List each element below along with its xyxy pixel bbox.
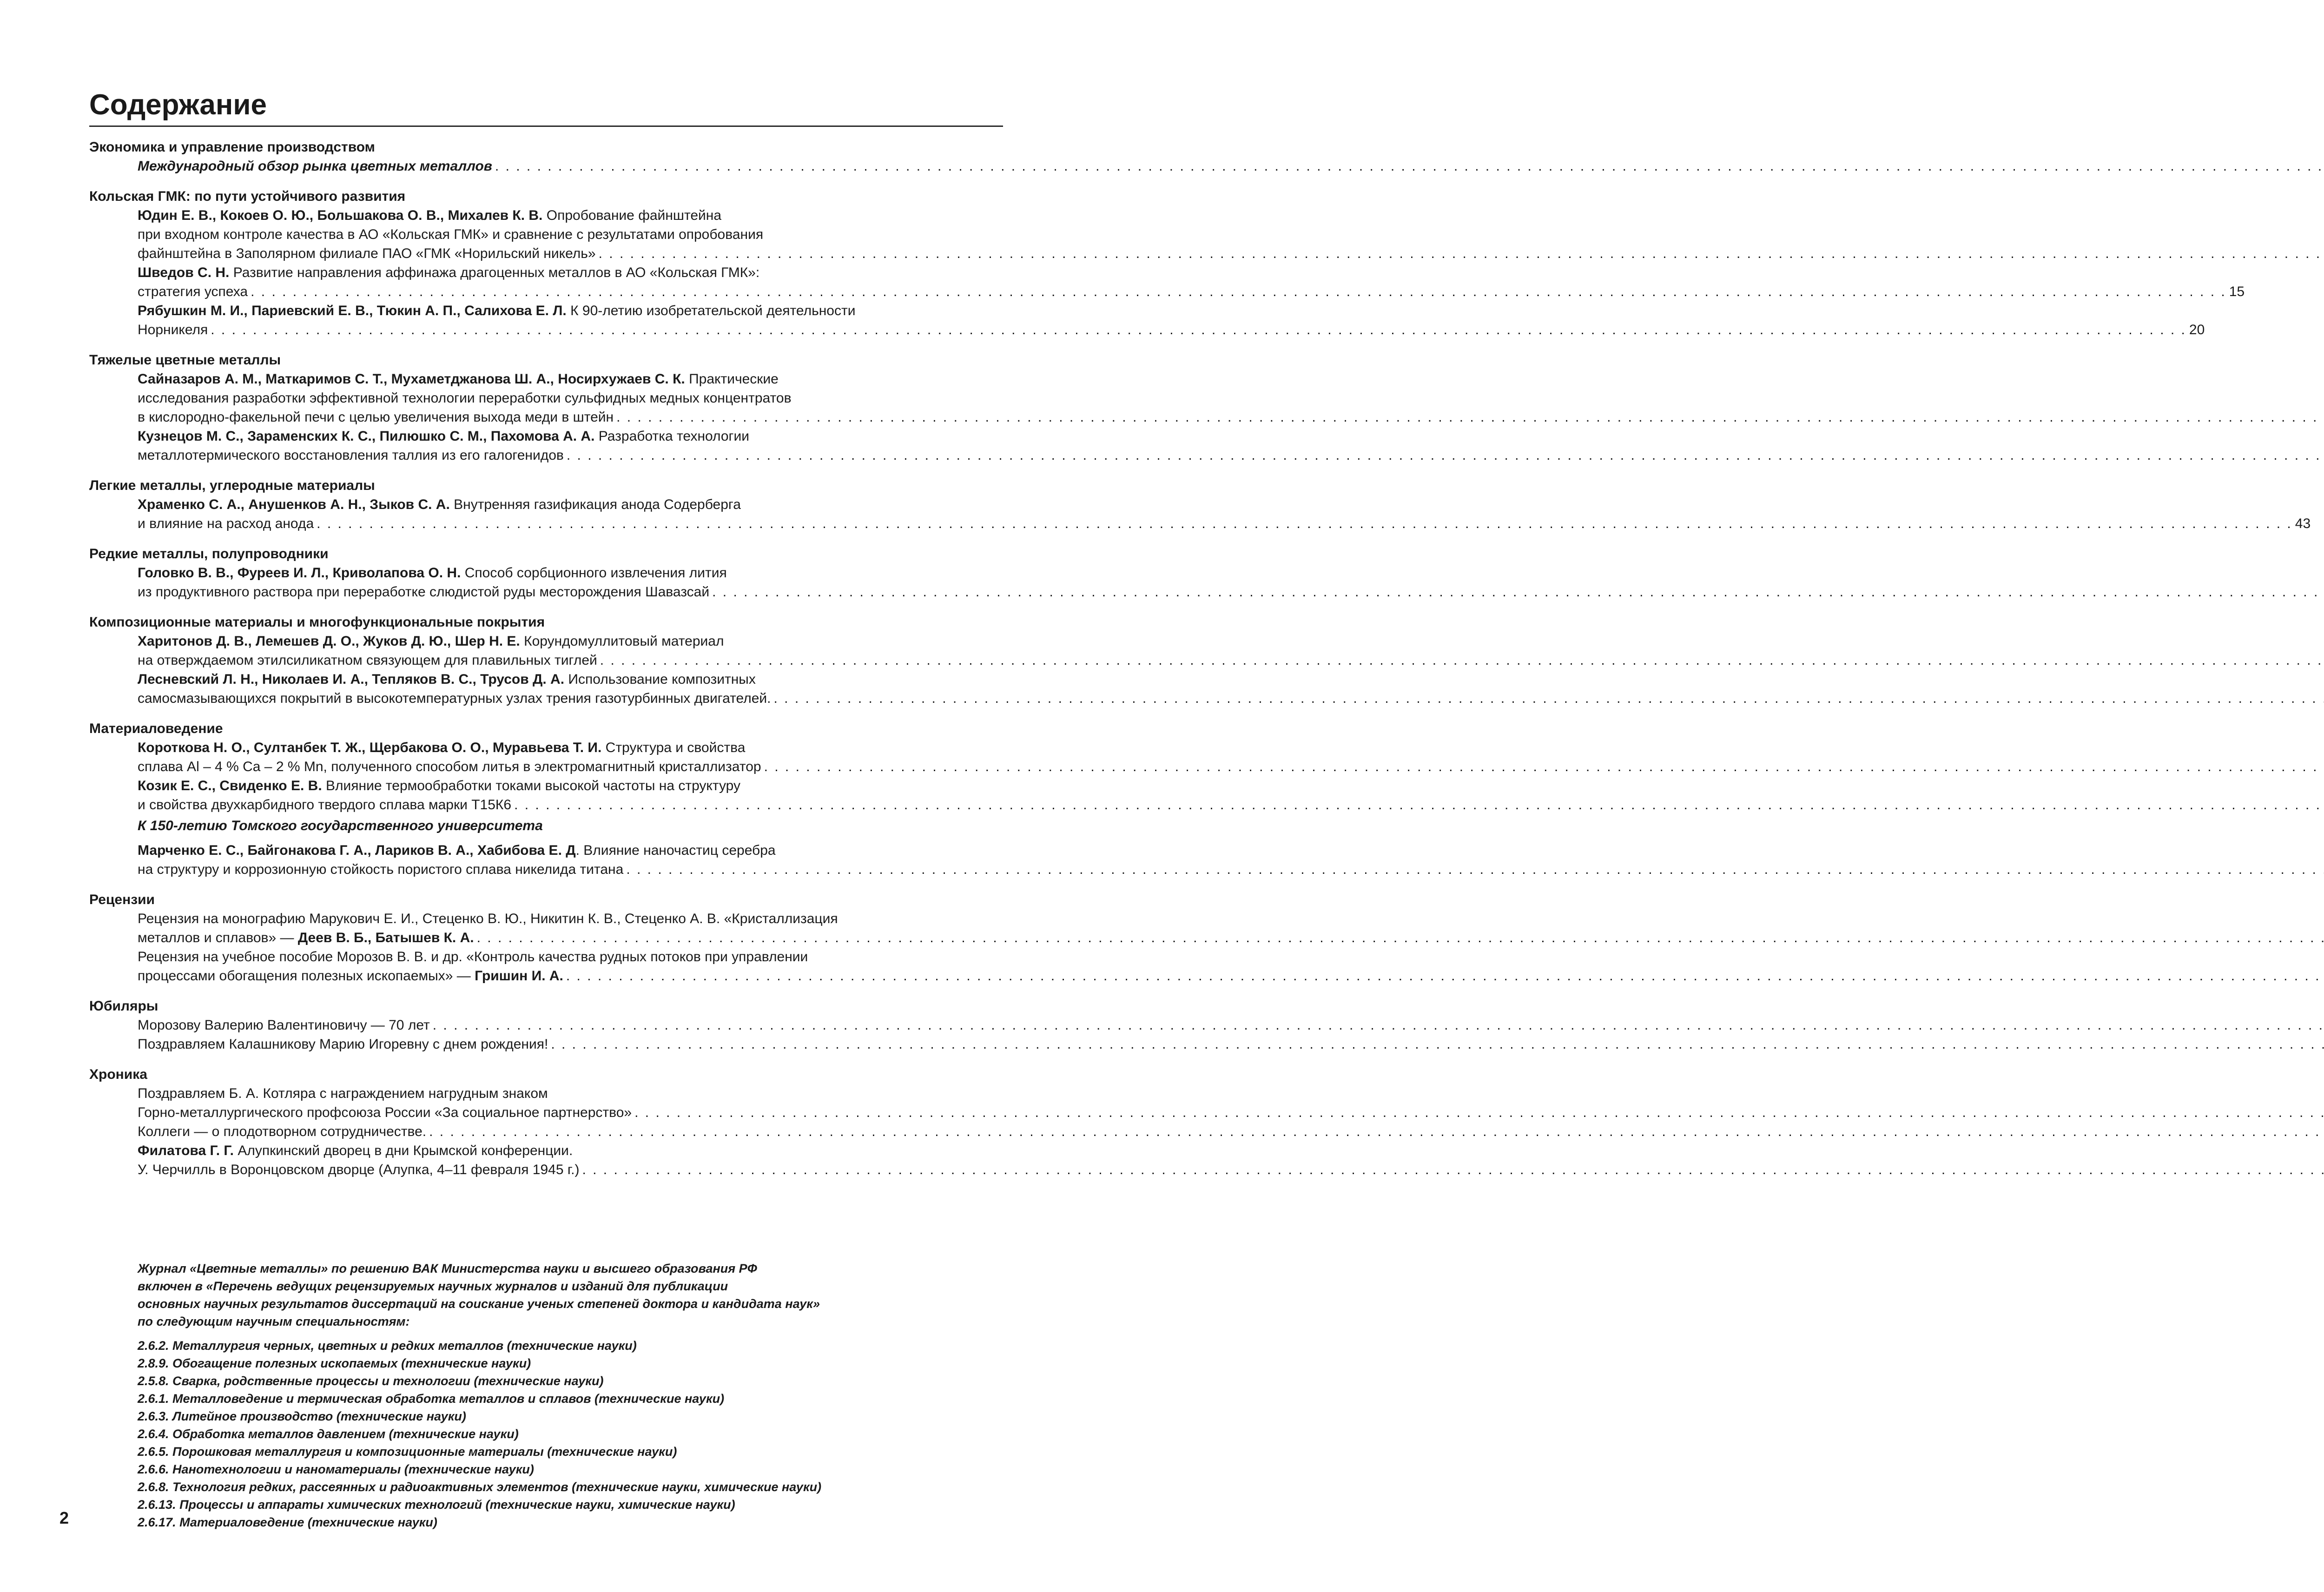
entry-last-text: [138, 860, 623, 879]
vak-specialty: 2.6.3. Литейное производство (технические науки): [138, 1409, 466, 1423]
dot-leader: [712, 582, 2324, 601]
dot-leader: [495, 157, 2324, 176]
vak-intro-line: основных научных результатов диссертаций на соискание ученых степеней доктора и кандидата наук»: [138, 1297, 820, 1311]
entry-page-number: 20: [2189, 322, 2205, 337]
toc-section: [89, 997, 985, 1054]
section-title: Материаловедение: [89, 721, 223, 736]
entry-authors: Храменко С. А., Анушенков А. Н., Зыков С. А.: [138, 497, 450, 512]
toc-entry: [138, 947, 985, 985]
entry-text: и влияние на расход анода: [138, 516, 314, 531]
vak-intro: [138, 1260, 974, 1330]
entry-text-italic: Международный обзор рынка цветных металлов: [138, 159, 492, 174]
entry-text-line: при входном контроле качества в АО «Кольская ГМК» и сравнение с результатами опробования: [138, 227, 764, 242]
dot-leader: [514, 795, 2324, 814]
section-title: Легкие металлы, углеродные материалы: [89, 478, 375, 493]
entry-first-line: [138, 776, 985, 795]
entry-first-line: [138, 263, 985, 282]
entry-last-line: [138, 1122, 985, 1141]
entry-first-line: [138, 947, 985, 966]
vak-specialty: 2.6.13. Процессы и аппараты химических технологий (технические науки, химические науки): [138, 1498, 735, 1512]
dot-leader: [567, 446, 2324, 465]
vak-specialty: 2.6.8. Технология редких, рассеянных и радиоактивных элементов (технические науки, химические науки): [138, 1480, 822, 1494]
toc-section: [89, 544, 985, 601]
dot-leader: [251, 282, 2226, 301]
entry-text: в кислородно-факельной печи с целью увеличения выхода меди в штейн: [138, 410, 614, 425]
entry-authors: Кузнецов М. С., Зараменских К. С., Пилюшко С. М., Пахомова А. А.: [138, 429, 595, 444]
entry-last-text: [138, 757, 761, 776]
entry-last-line: [138, 157, 985, 176]
entry-title-text: К 90-летию изобретательской деятельности: [566, 303, 856, 318]
section-title: Экономика и управление производством: [89, 139, 375, 155]
title-divider: [89, 126, 1003, 127]
entry-last-text: [138, 408, 614, 427]
entry-authors: Короткова Н. О., Султанбек Т. Ж., Щербакова О. О., Муравьева Т. И.: [138, 740, 602, 755]
entry-last-line: [138, 651, 985, 670]
entry-last-line: [138, 928, 985, 947]
entry-text: на структуру и коррозионную стойкость пористого сплава никелида титана: [138, 862, 624, 877]
entry-last-text: [138, 582, 709, 601]
dot-leader: [582, 1160, 2324, 1179]
vak-specialties-list: [138, 1337, 974, 1531]
entry-first-line: [138, 670, 985, 689]
dot-leader: [764, 757, 2324, 776]
entry-text: самосмазывающихся покрытий в высокотемпературных узлах трения газотурбинных двигателей.: [138, 691, 771, 706]
dot-leader: [599, 244, 2324, 263]
entry-text: Морозову Валерию Валентиновичу — 70 лет: [138, 1017, 430, 1033]
dot-leader: [566, 966, 2324, 985]
entry-text: У. Черчилль в Воронцовском дворце (Алупка, 4–11 февраля 1945 г.): [138, 1162, 580, 1177]
entry-title-text: Рецензия на учебное пособие Морозов В. В. и др. «Контроль качества рудных потоков при управлении: [138, 949, 808, 964]
entry-last-text: [138, 1035, 548, 1054]
toc-entry: [138, 1035, 985, 1054]
entry-authors: Головко В. В., Фуреев И. Л., Криволапова О. Н.: [138, 565, 461, 581]
entry-authors: Сайназаров А. М., Маткаримов С. Т., Мухаметджанова Ш. А., Носирхужаев С. К.: [138, 371, 685, 387]
entry-title-text: Рецензия на монографию Марукович Е. И., Стеценко В. Ю., Никитин К. В., Стеценко А. В. «Кристаллизация: [138, 911, 838, 926]
entry-title-text: Способ сорбционного извлечения лития: [461, 565, 727, 581]
toc-section: [89, 187, 2245, 339]
entry-title-text: Корундомуллитовый материал: [520, 634, 724, 649]
entry-reviewers: Деев В. Б., Батышев К. А.: [297, 930, 474, 945]
dot-leader: [477, 928, 2324, 947]
vak-specialty: 2.6.17. Материаловедение (технические науки): [138, 1515, 437, 1529]
section-title: Хроника: [89, 1067, 147, 1082]
toc-section: [89, 1065, 985, 1179]
entry-authors: Юдин Е. В., Кокоев О. Ю., Большакова О. В., Михалев К. В.: [138, 208, 543, 223]
dot-leader: [600, 651, 2324, 670]
toc-entry: [138, 841, 985, 879]
vak-specialty: 2.5.8. Сварка, родственные процессы и технологии (технические науки): [138, 1374, 604, 1388]
entry-last-line: [138, 1160, 985, 1179]
section-title: Рецензии: [89, 892, 155, 907]
vak-intro-line: Журнал «Цветные металлы» по решению ВАК Министерства науки и высшего образования РФ: [138, 1262, 757, 1275]
entry-title-text: Опробование файнштейна: [542, 208, 722, 223]
entry-first-line: [138, 206, 985, 225]
entry-first-line: [138, 301, 985, 320]
entry-title-text: Структура и свойства: [601, 740, 746, 755]
section-title: Кольская ГМК: по пути устойчивого развития: [89, 189, 406, 204]
entry-last-line: [138, 689, 985, 708]
section-title: Тяжелые цветные металлы: [89, 352, 281, 368]
entry-last-line: [138, 757, 985, 776]
entry-first-line: [138, 370, 985, 389]
entry-authors: Козик Е. С., Свиденко Е. В.: [138, 778, 322, 793]
entry-page-number: 15: [2229, 284, 2245, 299]
entry-text: стратегия успеха: [138, 284, 248, 299]
entry-first-line: [138, 738, 985, 757]
toc-entry: [138, 157, 985, 176]
entry-last-text: [138, 157, 492, 176]
entry-first-line: [138, 495, 985, 514]
dot-leader: [551, 1035, 2324, 1054]
entry-last-text: [138, 514, 314, 533]
toc-section: [89, 138, 985, 176]
entry-first-line: [138, 427, 985, 446]
toc-entry: [138, 563, 985, 601]
toc-entry: [138, 370, 985, 427]
section-title: Композиционные материалы и многофункциональные покрытия: [89, 614, 545, 630]
entry-page-number: 43: [2295, 516, 2311, 531]
toc-entry: [138, 909, 985, 947]
entry-text: Коллеги — о плодотворном сотрудничестве.: [138, 1124, 427, 1139]
entry-last-line: [138, 966, 985, 985]
dot-leader: [626, 860, 2324, 879]
toc-entry: [138, 738, 985, 776]
entry-authors: Шведов С. Н.: [138, 265, 230, 280]
entry-text-line: исследования разработки эффективной технологии переработки сульфидных медных концентратов: [138, 390, 792, 406]
toc-entry: [138, 1016, 985, 1035]
entry-last-line: [138, 795, 985, 814]
entry-last-line: [138, 320, 2205, 339]
toc-section: [89, 350, 985, 465]
entry-first-line: [138, 563, 985, 582]
vak-specialty: 2.6.4. Обработка металлов давлением (технические науки): [138, 1427, 519, 1441]
entry-last-text: [138, 282, 248, 301]
entry-last-text: [138, 1016, 430, 1035]
dot-leader: [773, 689, 2324, 708]
entry-title-text: Алупкинский дворец в дни Крымской конференции.: [234, 1143, 573, 1158]
entry-text: Горно-металлургического профсоюза России «За социальное партнерство»: [138, 1105, 632, 1120]
entry-last-text: [138, 651, 597, 670]
entry-title-text: Разработка технологии: [594, 429, 750, 444]
entry-title-text: Поздравляем Б. А. Котляра с награждением нагрудным знаком: [138, 1086, 548, 1101]
entry-last-text: [138, 1103, 632, 1122]
table-of-contents: [89, 138, 2311, 1190]
toc-entry: [138, 301, 2205, 339]
entry-first-line: [138, 909, 985, 928]
dot-leader: [317, 514, 2292, 533]
toc-section: [89, 890, 985, 985]
dot-leader: [433, 1016, 2324, 1035]
entry-authors: Филатова Г. Г.: [138, 1143, 234, 1158]
entry-last-line: [138, 582, 985, 601]
entry-text: металлотермического восстановления таллия из его галогенидов: [138, 448, 564, 463]
entry-first-line: [138, 841, 985, 860]
entry-text: металлов и сплавов» —: [138, 930, 298, 945]
entry-title-text: Внутренняя газификация анода Содерберга: [449, 497, 741, 512]
entry-first-line: [138, 1141, 985, 1160]
vak-intro-line: по следующим научным специальностям:: [138, 1315, 410, 1328]
entry-last-line: [138, 408, 985, 427]
toc-entry: [138, 632, 985, 670]
entry-authors: Рябушкин М. И., Париевский Е. В., Тюкин А. П., Салихова Е. Л.: [138, 303, 567, 318]
section-title: Редкие металлы, полупроводники: [89, 546, 329, 561]
entry-text: сплава Al – 4 % Ca – 2 % Mn, полученного способом литья в электромагнитный кристаллизатор: [138, 759, 761, 774]
entry-last-line: [138, 1103, 985, 1122]
entry-authors: Марченко Е. С., Байгонакова Г. А., Лариков В. А., Хабибова Е. Д: [138, 843, 576, 858]
entry-first-line: [138, 632, 985, 651]
section-title: Юбиляры: [89, 998, 158, 1014]
vak-specialty: 2.8.9. Обогащение полезных ископаемых (технические науки): [138, 1356, 531, 1370]
entry-last-line: [138, 514, 2311, 533]
entry-last-text: [138, 966, 563, 985]
entry-reviewers: Гришин И. А.: [475, 968, 563, 984]
entry-text: и свойства двухкарбидного твердого сплава марки Т15К6: [138, 797, 512, 813]
entry-title-text: . Влияние наночастиц серебра: [575, 843, 776, 858]
toc-entry: [138, 1141, 985, 1179]
entry-last-line: [138, 446, 985, 465]
vak-specialty: 2.6.1. Металловедение и термическая обработка металлов и сплавов (технические науки): [138, 1392, 725, 1406]
entry-text: Норникеля: [138, 322, 208, 337]
toc-entry: [138, 495, 2311, 533]
page-number: 2: [59, 1508, 69, 1527]
toc-entry: [138, 263, 2245, 301]
toc-entry: [138, 206, 985, 263]
toc-entry: [138, 1122, 985, 1141]
entry-authors: Лесневский Л. Н., Николаев И. А., Тепляков В. С., Трусов Д. А.: [138, 672, 565, 687]
vak-specialty: 2.6.6. Нанотехнологии и наноматериалы (технические науки): [138, 1462, 534, 1476]
toc-entry: [138, 670, 985, 708]
entry-title-text: Развитие направления аффинажа драгоценных металлов в АО «Кольская ГМК»:: [229, 265, 760, 280]
entry-text: процессами обогащения полезных ископаемых» —: [138, 968, 475, 984]
vak-notice: [138, 1260, 974, 1531]
toc-section: [89, 613, 985, 708]
entry-last-line: [138, 860, 985, 879]
entry-last-line: [138, 1016, 985, 1035]
toc-entry: [138, 1084, 985, 1122]
dot-leader: [616, 408, 2324, 427]
entry-title-text: Влияние термообработки токами высокой частоты на структуру: [322, 778, 740, 793]
entry-last-text: [138, 320, 208, 339]
dot-leader: [429, 1122, 2324, 1141]
entry-text: из продуктивного раствора при переработке слюдистой руды месторождения Шавазсай: [138, 584, 710, 600]
entry-text: на отверждаемом этилсиликатном связующем для плавильных тиглей: [138, 653, 597, 668]
entry-text: файнштейна в Заполярном филиале ПАО «ГМК «Норильский никель»: [138, 246, 596, 261]
entry-last-line: [138, 244, 985, 263]
toc-section: [89, 476, 2311, 533]
dot-leader: [634, 1103, 2324, 1122]
dot-leader: [211, 320, 2186, 339]
entry-last-line: [138, 1035, 985, 1054]
page-title: Содержание: [89, 89, 267, 121]
entry-title-text: Использование композитных: [564, 672, 756, 687]
toc-entry: [138, 776, 985, 814]
entry-last-text: [138, 1122, 426, 1141]
entry-last-text: [138, 446, 564, 465]
special-subheading: К 150-летию Томского государственного университета: [138, 818, 543, 833]
entry-last-text: [138, 244, 596, 263]
entry-last-text: [138, 928, 474, 947]
vak-specialty: 2.6.5. Порошковая металлургия и композиционные материалы (технические науки): [138, 1445, 677, 1459]
entry-last-text: [138, 1160, 579, 1179]
entry-text: Поздравляем Калашникову Марию Игоревну с днем рождения!: [138, 1037, 548, 1052]
toc-entry: [138, 427, 985, 465]
entry-last-text: [138, 795, 511, 814]
toc-section: [89, 719, 985, 879]
entry-last-text: [138, 689, 771, 708]
entry-last-line: [138, 282, 2245, 301]
entry-first-line: [138, 1084, 985, 1103]
entry-title-text: Практические: [685, 371, 779, 387]
entry-authors: Харитонов Д. В., Лемешев Д. О., Жуков Д. Ю., Шер Н. Е.: [138, 634, 520, 649]
vak-intro-line: включен в «Перечень ведущих рецензируемых научных журналов и изданий для публикации: [138, 1279, 728, 1293]
vak-specialty: 2.6.2. Металлургия черных, цветных и редких металлов (технические науки): [138, 1339, 637, 1353]
